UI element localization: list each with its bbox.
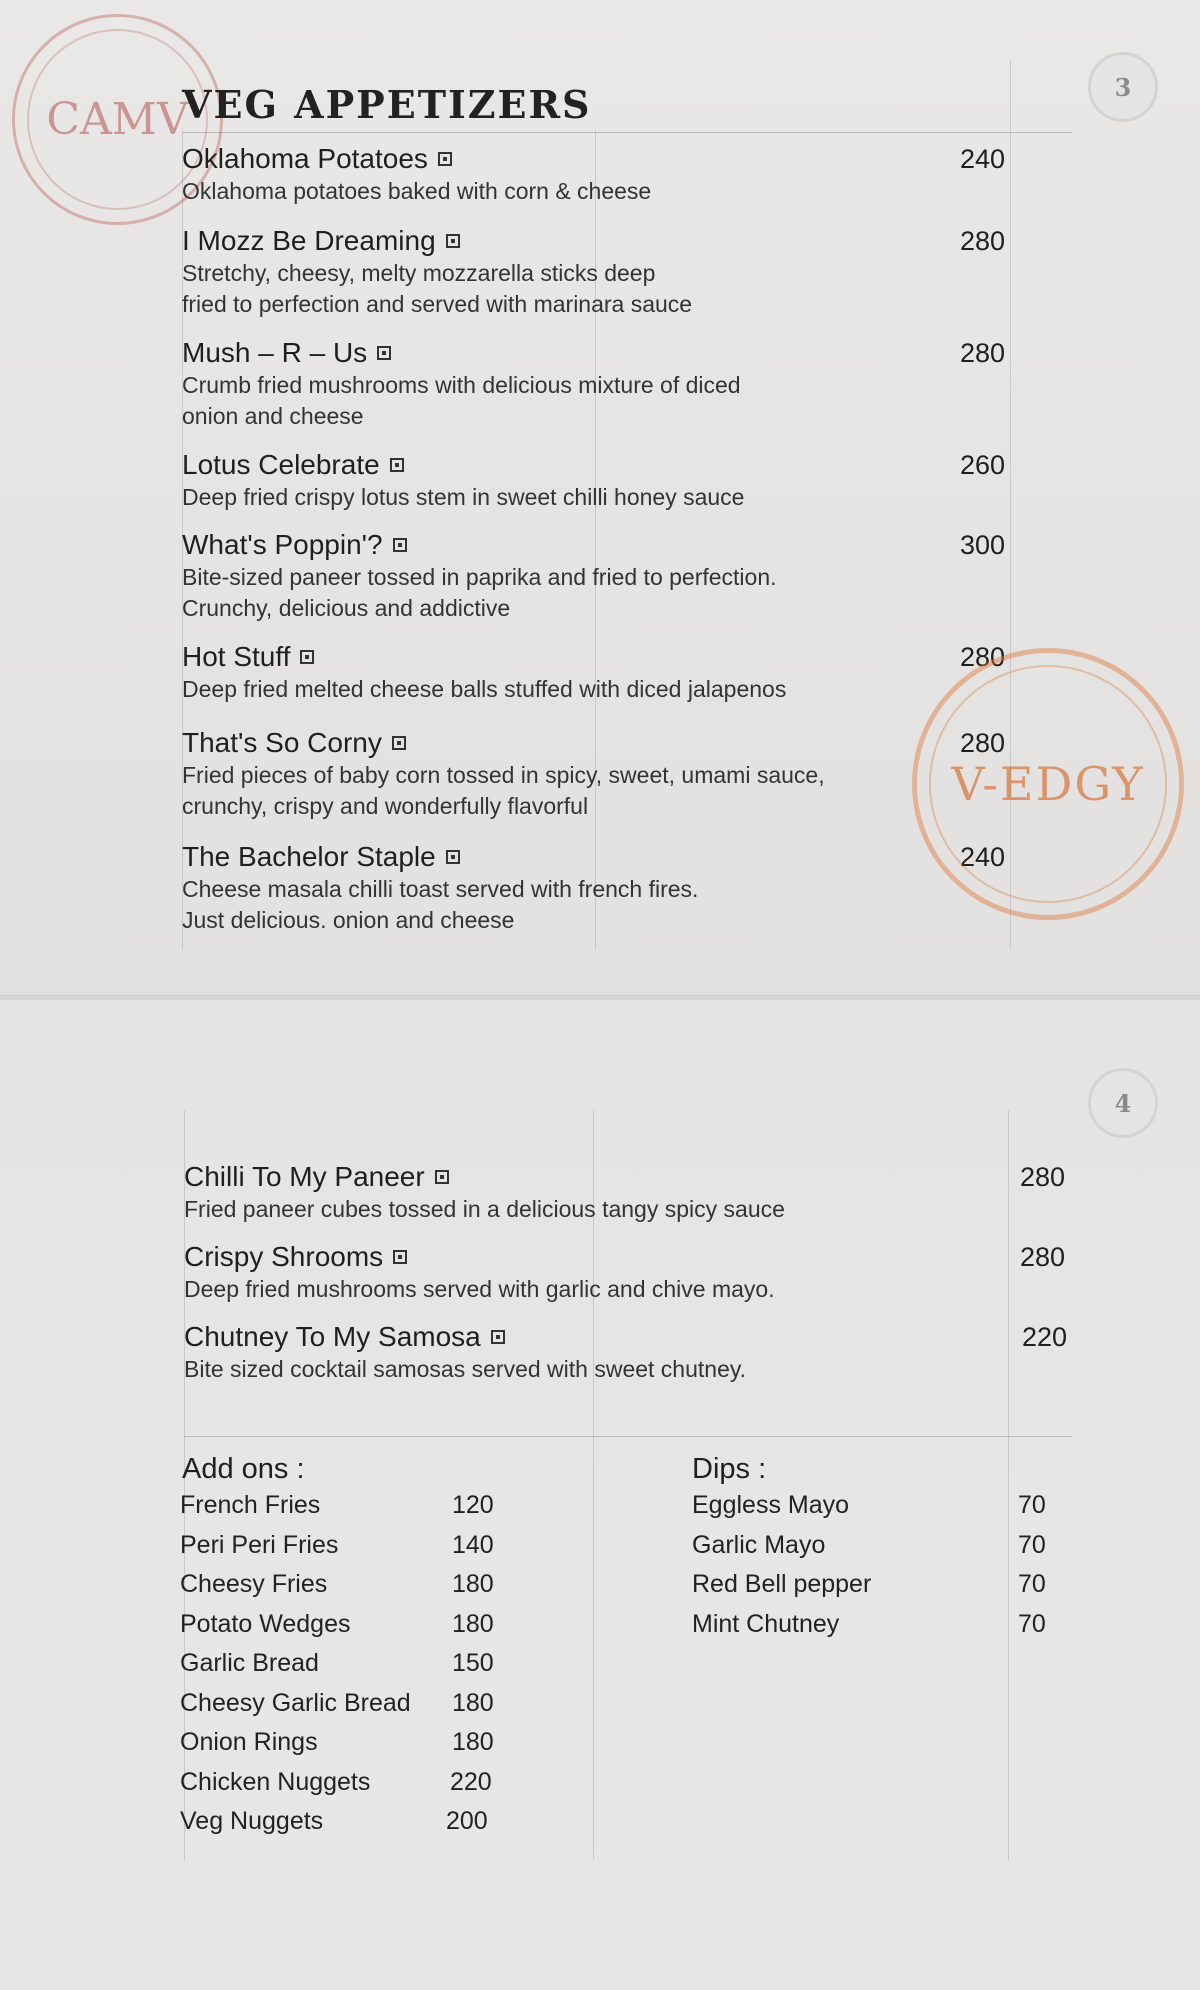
item-price: 240	[960, 144, 1006, 174]
addons-list	[180, 1490, 520, 1846]
item-description: Stretchy, cheesy, melty mozzarella sticks deep fried to perfection and served with marinara sauce	[182, 260, 693, 317]
menu-item	[182, 448, 1006, 528]
dip-price: 70	[1018, 1570, 1046, 1598]
item-price: 240	[960, 842, 1006, 872]
item-description: Fried paneer cubes tossed in a delicious tangy spicy sauce	[184, 1196, 785, 1222]
column-guide	[1010, 60, 1011, 950]
item-description: Fried pieces of baby corn tossed in spicy, sweet, umami sauce, crunchy, crispy and wonderfully flavorful	[182, 762, 825, 819]
menu-item	[184, 1160, 1064, 1240]
addon-price: 140	[452, 1530, 494, 1559]
menu-item	[184, 1240, 1064, 1320]
item-name: Oklahoma Potatoes	[182, 143, 428, 174]
addon-name: Veg Nuggets	[180, 1807, 324, 1835]
item-name: Chilli To My Paneer	[184, 1161, 425, 1192]
addon-price: 180	[452, 1728, 494, 1756]
menu-page-4	[0, 1000, 1200, 1990]
dip-name: Mint Chutney	[692, 1609, 840, 1638]
addon-price: 180	[452, 1570, 494, 1598]
camv-stamp-text: CAMV	[46, 94, 189, 145]
menu-item	[184, 1320, 1068, 1400]
menu-item	[182, 840, 1006, 940]
dip-item	[692, 1490, 1072, 1530]
menu-item	[182, 142, 1006, 224]
item-description: Crumb fried mushrooms with delicious mixture of diced onion and cheese	[182, 372, 741, 429]
addon-price: 220	[450, 1767, 492, 1796]
item-name: Chutney To My Samosa	[184, 1321, 481, 1352]
dip-name: Garlic Mayo	[692, 1530, 826, 1559]
veg-icon	[435, 1170, 449, 1184]
veg-icon	[393, 538, 407, 552]
item-price: 220	[1022, 1322, 1068, 1352]
addon-price: 200	[446, 1807, 488, 1835]
addon-item	[180, 1727, 520, 1767]
item-name: What's Poppin'?	[182, 529, 383, 560]
veg-icon	[446, 850, 460, 864]
item-name: Crispy Shrooms	[184, 1241, 384, 1272]
dip-name: Red Bell pepper	[692, 1570, 872, 1598]
item-name: The Bachelor Staple	[182, 841, 436, 872]
veg-icon	[390, 458, 404, 472]
item-description: Bite sized cocktail samosas served with sweet chutney.	[184, 1356, 747, 1382]
dip-item	[692, 1530, 1072, 1570]
section-title: VEG APPETIZERS	[182, 82, 592, 127]
item-name: I Mozz Be Dreaming	[182, 225, 436, 256]
item-price: 280	[1020, 1162, 1066, 1192]
item-name: That's So Corny	[182, 727, 382, 758]
addon-name: Cheesy Garlic Bread	[180, 1688, 411, 1717]
item-price: 280	[960, 728, 1006, 758]
page-number: 4	[1088, 1068, 1158, 1138]
dips-list	[692, 1490, 1072, 1648]
addon-name: Potato Wedges	[180, 1609, 351, 1638]
item-description: Oklahoma potatoes baked with corn & cheese	[182, 178, 652, 204]
item-description: Cheese masala chilli toast served with french fires. Just delicious. onion and cheese	[182, 876, 699, 933]
menu-item	[182, 224, 1006, 336]
addon-item	[180, 1688, 520, 1728]
addon-name: Peri Peri Fries	[180, 1530, 339, 1559]
item-name: Hot Stuff	[182, 641, 291, 672]
dip-item	[692, 1569, 1072, 1609]
addon-name: Cheesy Fries	[180, 1570, 328, 1598]
item-description: Deep fried crispy lotus stem in sweet chilli honey sauce	[182, 484, 745, 510]
item-name: Mush – R – Us	[182, 337, 368, 368]
veg-icon	[446, 234, 460, 248]
addon-item	[180, 1767, 520, 1807]
addon-price: 180	[452, 1609, 494, 1638]
item-price: 280	[960, 642, 1006, 672]
addon-name: Garlic Bread	[180, 1649, 319, 1677]
veg-icon	[300, 650, 314, 664]
vedgy-stamp-text: V-EDGY	[951, 757, 1145, 811]
menu-item	[182, 726, 1006, 840]
menu-item	[182, 640, 1006, 726]
addon-price: 180	[452, 1688, 494, 1717]
menu-item	[182, 528, 1006, 640]
dip-price: 70	[1018, 1609, 1046, 1638]
veg-icon	[491, 1330, 505, 1344]
item-description: Deep fried mushrooms served with garlic and chive mayo.	[184, 1276, 775, 1302]
addon-name: Onion Rings	[180, 1728, 318, 1756]
addon-name: French Fries	[180, 1491, 321, 1519]
veg-icon	[377, 346, 391, 360]
addon-item	[180, 1609, 520, 1649]
item-price: 300	[960, 530, 1006, 560]
veg-icon	[438, 152, 452, 166]
item-description: Bite-sized paneer tossed in paprika and fried to perfection. Crunchy, delicious and addictive	[182, 564, 777, 621]
item-price: 280	[960, 338, 1006, 368]
dips-title: Dips :	[692, 1453, 767, 1485]
veg-icon	[392, 736, 406, 750]
section-divider	[184, 1436, 1072, 1437]
addon-item	[180, 1490, 520, 1530]
dip-price: 70	[1018, 1530, 1046, 1559]
item-price: 280	[1020, 1242, 1066, 1272]
dip-name: Eggless Mayo	[692, 1491, 850, 1519]
page-number: 3	[1088, 52, 1158, 122]
addon-price: 120	[452, 1491, 494, 1519]
item-price: 280	[960, 226, 1006, 256]
addon-item	[180, 1530, 520, 1570]
appetizer-list-continued	[184, 1160, 1068, 1400]
menu-item	[182, 336, 1006, 448]
item-price: 260	[960, 450, 1006, 480]
addon-item	[180, 1806, 520, 1846]
addon-item	[180, 1569, 520, 1609]
addon-item	[180, 1648, 520, 1688]
item-description: Deep fried melted cheese balls stuffed with diced jalapenos	[182, 676, 787, 702]
addons-title: Add ons :	[182, 1453, 305, 1485]
veg-icon	[393, 1250, 407, 1264]
addon-price: 150	[452, 1649, 494, 1677]
addon-name: Chicken Nuggets	[180, 1767, 371, 1796]
dip-price: 70	[1018, 1491, 1046, 1519]
appetizer-list	[182, 142, 1006, 940]
title-rule	[182, 132, 1072, 133]
item-name: Lotus Celebrate	[182, 449, 380, 480]
dip-item	[692, 1609, 1072, 1649]
